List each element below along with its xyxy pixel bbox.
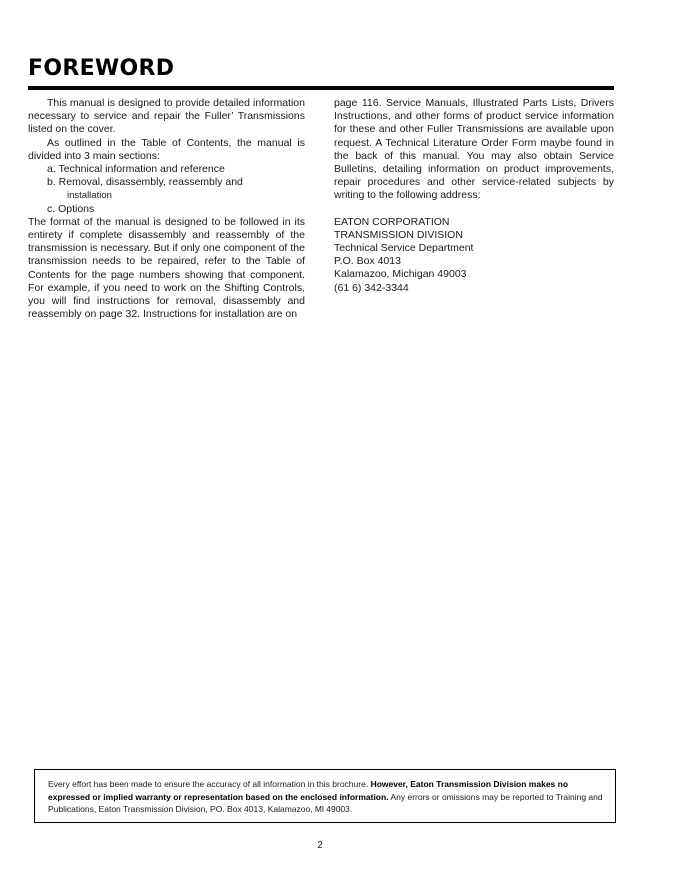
disclaimer-bold-text: However, Eaton Transmission Division makes no expressed or implied warranty or representation based on the enclosed information. xyxy=(48,779,569,802)
address-line: EATON CORPORATION xyxy=(334,215,450,228)
disclaimer-contact-text: Any errors or omissions may be reported to Training and Publications, Eaton Transmission Division, PO. Box 4013, Kalamazoo, Ml 49003. xyxy=(48,791,603,815)
address-line: Technical Service Department xyxy=(334,242,474,255)
sections-paragraph: As outlined in the Table of Contents, the manual is divided into 3 main sections: xyxy=(28,136,305,162)
intro-paragraph: This manual is designed to provide detailed information necessary to service and repair the Fuller’ Transmissions listed on the cover. xyxy=(28,97,305,136)
address-line: TRANSMISSION DIVISION xyxy=(334,228,463,241)
heading-rule xyxy=(28,86,614,90)
address-line: P.O. Box 4013 xyxy=(334,255,401,268)
left-column xyxy=(28,97,305,321)
address-line: Kalamazoo, Michigan 49003 xyxy=(334,268,467,281)
continued-paragraph: page 116. Service Manuals, Illustrated Parts Lists, Drivers Instructions, and other forms of product service information for these and other Fuller Transmissions are available upon request. A Technical Literature Order Form maybe found in the back of this manual. You may also obtain Service Bulletins, detailing information on product improvements, repair procedures and other service-related subjects by writing to the following address: xyxy=(334,97,614,202)
right-column xyxy=(334,97,614,295)
disclaimer-box xyxy=(34,769,616,823)
list-item-a: a. Technical information and reference xyxy=(47,163,225,176)
page-number: 2 xyxy=(317,840,323,851)
list-item-b: b. Removal, disassembly, reassembly and xyxy=(47,176,243,189)
address-line: (61 6) 342-3344 xyxy=(334,281,409,294)
disclaimer-text: Every effort has been made to ensure the accuracy of all information in this brochure. xyxy=(48,779,369,789)
list-item-b-continued: installation xyxy=(67,190,112,202)
format-paragraph: The format of the manual is designed to be followed in its entirety if complete disassembly and reassembly of the transmission is necessary. But if only one component of the transmission needs to be repaired, refer to the Table of Contents for the page numbers showing that component. For example, if you need to work on the Shifting Controls, you will find instructions for removal, disassembly and reassembly on page 32. Instructions for installation are on xyxy=(28,215,305,321)
page-title: FOREWORD xyxy=(28,56,175,81)
list-item-c: c. Options xyxy=(47,202,95,215)
